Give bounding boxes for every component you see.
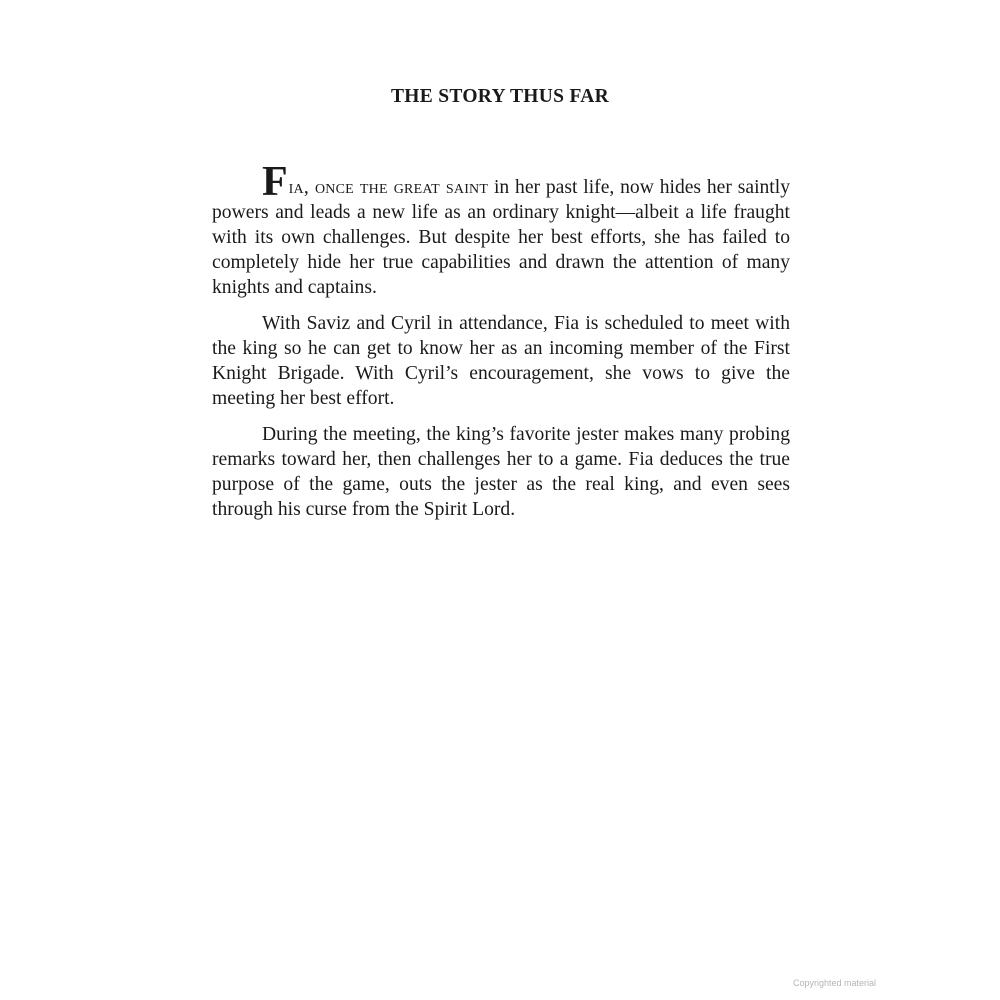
body-text <box>212 159 790 533</box>
drop-cap: F <box>262 159 288 205</box>
paragraph-2: With Saviz and Cyril in attendance, Fia is scheduled to meet with the king so he can get to know her as an incoming member of the First Knight Brigade. With Cyril’s encouragement, she vows to give the meeting her best effort. <box>212 313 790 409</box>
copyright-watermark: Copyrighted material <box>792 978 876 988</box>
small-caps-lead: ia, once the great saint <box>288 177 489 198</box>
paragraph-3: During the meeting, the king’s favorite jester makes many probing remarks toward her, then challenges her to a game. Fia deduces the true purpose of the game, outs the jester as the real king, and even sees through his curse from the Spirit Lord. <box>212 424 790 520</box>
paragraph-1 <box>212 159 790 300</box>
chapter-title: THE STORY THUS FAR <box>390 86 609 107</box>
paragraph-1-text: in her past life, now hides her saintly powers and leads a new life as an ordinary knight—albeit a life fraught with its own challenges. But despite her best efforts, she has failed to completely hide her true capabilities and drawn the attention of many knights and captains. <box>212 177 790 298</box>
